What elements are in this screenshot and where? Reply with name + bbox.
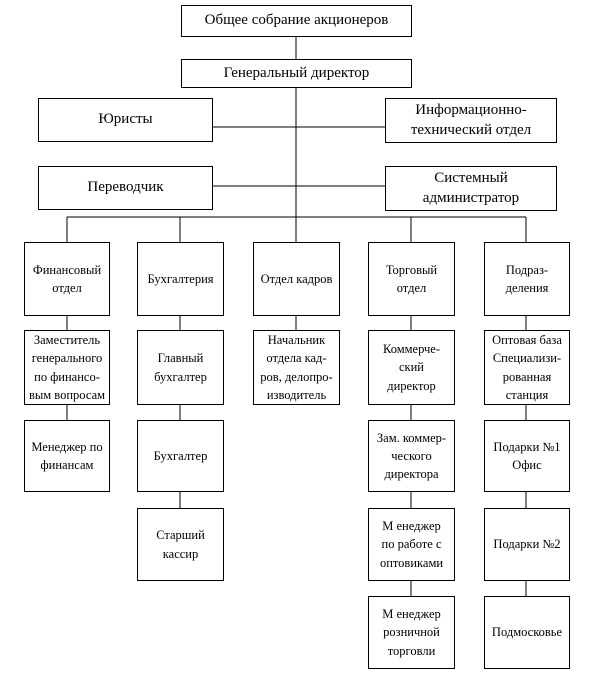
node-gifts-office: Подарки №1 Офис: [484, 420, 570, 492]
node-retail-manager: М енеджер розничной торговли: [368, 596, 455, 669]
node-moscow-region: Подмосковье: [484, 596, 570, 669]
node-translator: Переводчик: [38, 166, 213, 210]
node-gifts-2: Подарки №2: [484, 508, 570, 581]
node-wholesale-base: Оптовая база Специализи- рованная станция: [484, 330, 570, 405]
node-deputy-commercial: Зам. коммер- ческого директора: [368, 420, 455, 492]
node-wholesale-manager: М енеджер по работе с оптовиками: [368, 508, 455, 581]
node-shareholders: Общее собрание акционеров: [181, 5, 412, 37]
node-financial-department: Финансовый отдел: [24, 242, 110, 316]
node-senior-cashier: Старший кассир: [137, 508, 224, 581]
node-general-director: Генеральный директор: [181, 59, 412, 88]
node-hr-department: Отдел кадров: [253, 242, 340, 316]
node-trade-department: Торговый отдел: [368, 242, 455, 316]
node-divisions: Подраз- деления: [484, 242, 570, 316]
node-accounting: Бухгалтерия: [137, 242, 224, 316]
node-lawyers: Юристы: [38, 98, 213, 142]
node-commercial-director: Коммерче- ский директор: [368, 330, 455, 405]
node-finance-manager: Менеджер по финансам: [24, 420, 110, 492]
node-it-department: Информационно- технический отдел: [385, 98, 557, 143]
node-accountant: Бухгалтер: [137, 420, 224, 492]
node-deputy-finance: Заместитель генерального по финансо- вым вопросам: [24, 330, 110, 405]
node-sysadmin: Системный администратор: [385, 166, 557, 211]
node-chief-accountant: Главный бухгалтер: [137, 330, 224, 405]
node-hr-head: Начальник отдела кад- ров, делопро- изводитель: [253, 330, 340, 405]
